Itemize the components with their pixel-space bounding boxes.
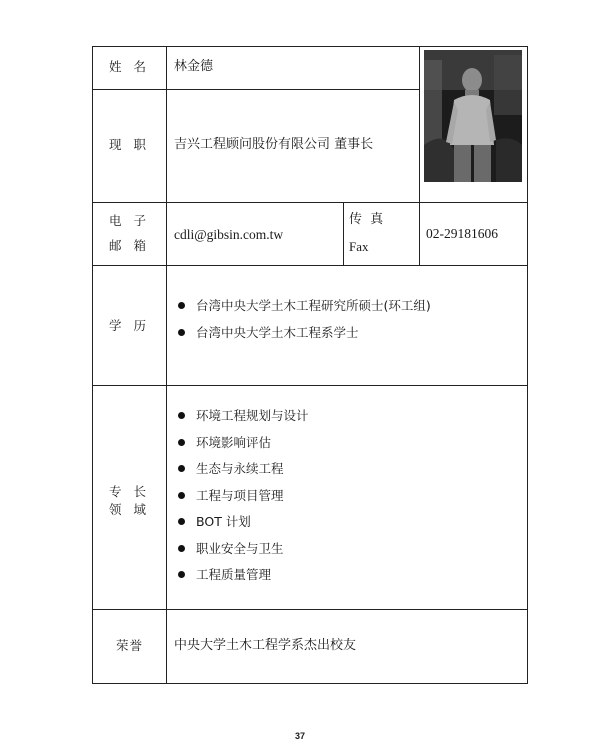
expertise-item-text: 环境影响评估 <box>196 434 272 450</box>
expertise-list <box>174 407 309 584</box>
table-border-top <box>92 46 528 47</box>
bullet-icon <box>178 545 185 552</box>
expertise-item-text: 工程质量管理 <box>196 567 272 582</box>
portrait-photo <box>424 50 522 182</box>
row-divider-contact <box>92 265 528 266</box>
expertise-item <box>174 434 309 452</box>
bullet-icon <box>178 329 185 336</box>
fax-label-line1: 传 真 <box>349 212 386 227</box>
education-item <box>174 297 431 315</box>
education-item-text: 台湾中央大学土木工程研究所硕士(环工组) <box>196 298 431 313</box>
bullet-icon <box>178 465 185 472</box>
fax-label-left-divider <box>343 202 344 266</box>
expertise-item <box>174 407 309 425</box>
education-list <box>174 297 431 342</box>
honor-label: 荣誉 <box>115 638 143 653</box>
bullet-icon <box>178 439 185 446</box>
position-value: 吉兴工程顾问股份有限公司 董事长 <box>174 137 374 152</box>
expertise-item-text: BOT 计划 <box>196 514 251 529</box>
expertise-item <box>174 540 309 558</box>
expertise-item <box>174 513 309 531</box>
expertise-item-text: 环境工程规划与设计 <box>196 408 309 423</box>
table-border-right <box>527 46 528 684</box>
expertise-item-text: 工程与项目管理 <box>196 487 284 503</box>
fax-label-right-divider <box>419 202 420 266</box>
table-border-bottom <box>92 683 528 684</box>
expertise-item-text: 生态与永续工程 <box>196 461 284 476</box>
education-label: 学 历 <box>109 318 150 333</box>
expertise-item <box>174 487 309 505</box>
row-divider-expertise <box>92 609 528 610</box>
education-item-text: 台湾中央大学土木工程系学士 <box>196 325 359 340</box>
page-number: 37 <box>294 731 305 741</box>
expertise-item <box>174 566 309 584</box>
email-label-line1: 电 子 <box>109 213 150 228</box>
bullet-icon <box>178 412 185 419</box>
expertise-item <box>174 460 309 478</box>
bullet-icon <box>178 492 185 499</box>
portrait-image <box>424 50 522 182</box>
photo-column-divider <box>419 46 420 203</box>
row-divider-education <box>92 385 528 386</box>
position-label: 现 职 <box>109 137 150 152</box>
name-label: 姓 名 <box>109 59 150 74</box>
fax-label-line2: Fax <box>349 239 369 254</box>
row-divider-position <box>92 202 528 203</box>
honor-value: 中央大学土木工程学系杰出校友 <box>174 638 357 653</box>
fax-value: 02-29181606 <box>426 226 498 241</box>
email-label-line2: 邮 箱 <box>109 238 150 253</box>
education-item <box>174 324 431 342</box>
expertise-item-text: 职业安全与卫生 <box>196 540 284 556</box>
row-divider-name <box>92 89 419 90</box>
label-column-divider <box>166 46 167 684</box>
name-value: 林金德 <box>174 59 214 74</box>
expertise-label-line2: 领 域 <box>109 502 150 517</box>
email-value: cdli@gibsin.com.tw <box>174 227 284 242</box>
expertise-label-line1: 专 长 <box>109 484 150 499</box>
bullet-icon <box>178 571 185 578</box>
bullet-icon <box>178 302 185 309</box>
bullet-icon <box>178 518 185 525</box>
